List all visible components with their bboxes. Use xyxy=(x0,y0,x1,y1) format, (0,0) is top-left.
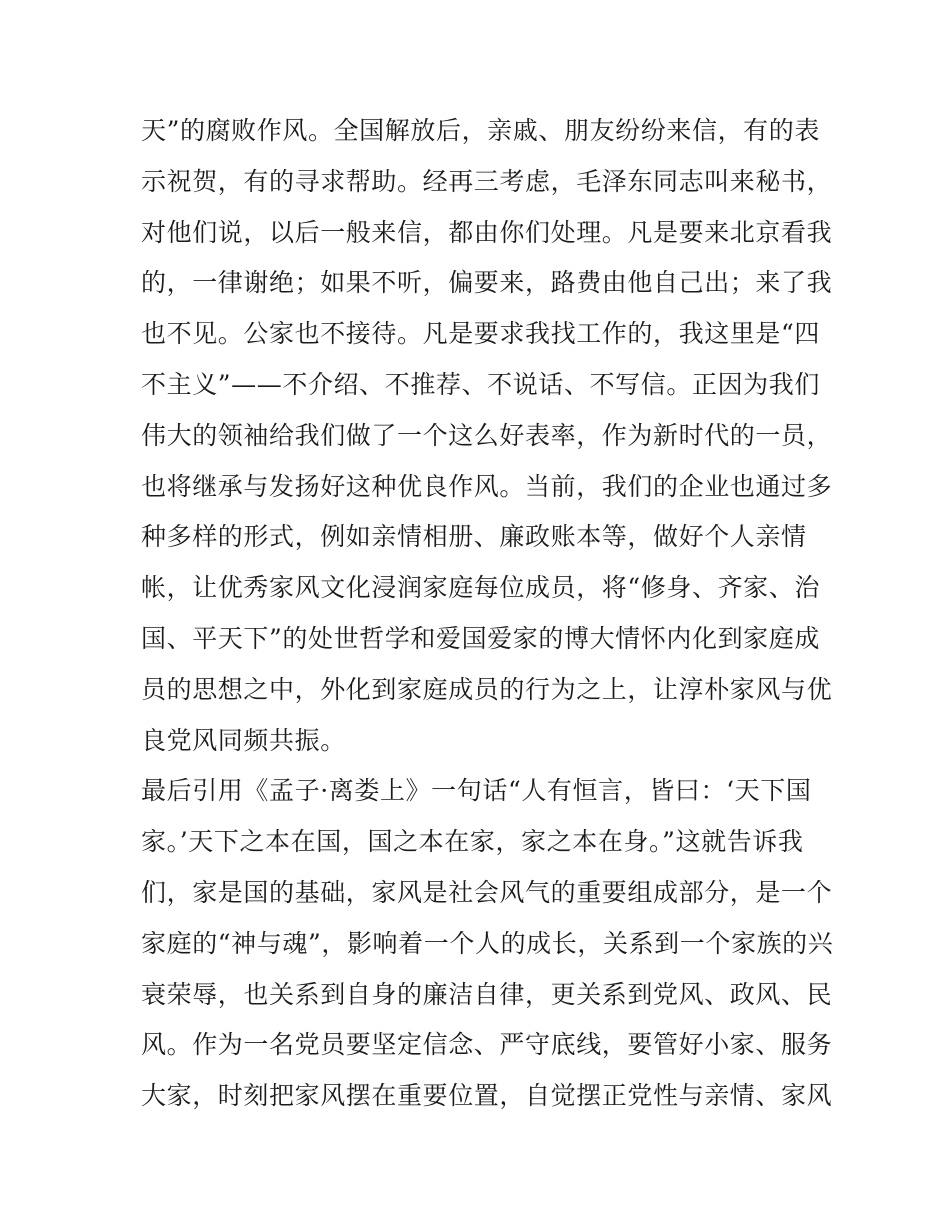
text-line: 们，家是国的基础，家风是社会风气的重要组成部分，是一个 xyxy=(141,877,833,907)
text-line: 也将继承与发扬好这种优良作风。当前，我们的企业也通过多 xyxy=(141,471,833,501)
text-line: 天”的腐败作风。全国解放后，亲戚、朋友纷纷来信，有的表 xyxy=(141,116,820,145)
text-line: 示祝贺，有的寻求帮助。经再三考虑，毛泽东同志叫来秘书， xyxy=(141,166,833,196)
text-line: 良党风同频共振。 xyxy=(141,725,346,755)
text-line: 风。作为一名党员要坚定信念、严守底线，要管好小家、服务 xyxy=(141,1030,833,1060)
text-line: 最后引用《孟子·离娄上》一句话“人有恒言，皆曰：‘天下国 xyxy=(141,776,812,806)
text-line: 员的思想之中，外化到家庭成员的行为之上，让淳朴家风与优 xyxy=(141,674,833,704)
body-text xyxy=(141,106,834,1122)
text-line: 家庭的“神与魂”，影响着一个人的成长，关系到一个家族的兴 xyxy=(141,928,834,958)
text-line: 衰荣辱，也关系到自身的廉洁自律，更关系到党风、政风、民 xyxy=(141,979,833,1009)
text-line: 国、平天下”的处世哲学和爱国爱家的博大情怀内化到家庭成 xyxy=(141,623,820,653)
text-line: 帐，让优秀家风文化浸润家庭每位成员，将“修身、齐家、治 xyxy=(141,573,820,603)
text-line: 种多样的形式，例如亲情相册、廉政账本等，做好个人亲情 xyxy=(141,522,807,552)
text-line: 的，一律谢绝；如果不听，偏要来，路费由他自己出；来了我 xyxy=(141,268,833,298)
text-line: 家。’天下之本在国，国之本在家，家之本在身。”这就告诉我 xyxy=(141,827,804,857)
text-line: 不主义”——不介绍、不推荐、不说话、不写信。正因为我们 xyxy=(141,369,820,399)
text-line: 也不见。公家也不接待。凡是要求我找工作的，我这里是“四 xyxy=(141,319,820,349)
text-line: 伟大的领袖给我们做了一个这么好表率，作为新时代的一员， xyxy=(141,420,833,450)
text-line: 对他们说，以后一般来信，都由你们处理。凡是要来北京看我 xyxy=(141,217,833,247)
text-line: 大家，时刻把家风摆在重要位置，自觉摆正党性与亲情、家风 xyxy=(141,1081,833,1111)
